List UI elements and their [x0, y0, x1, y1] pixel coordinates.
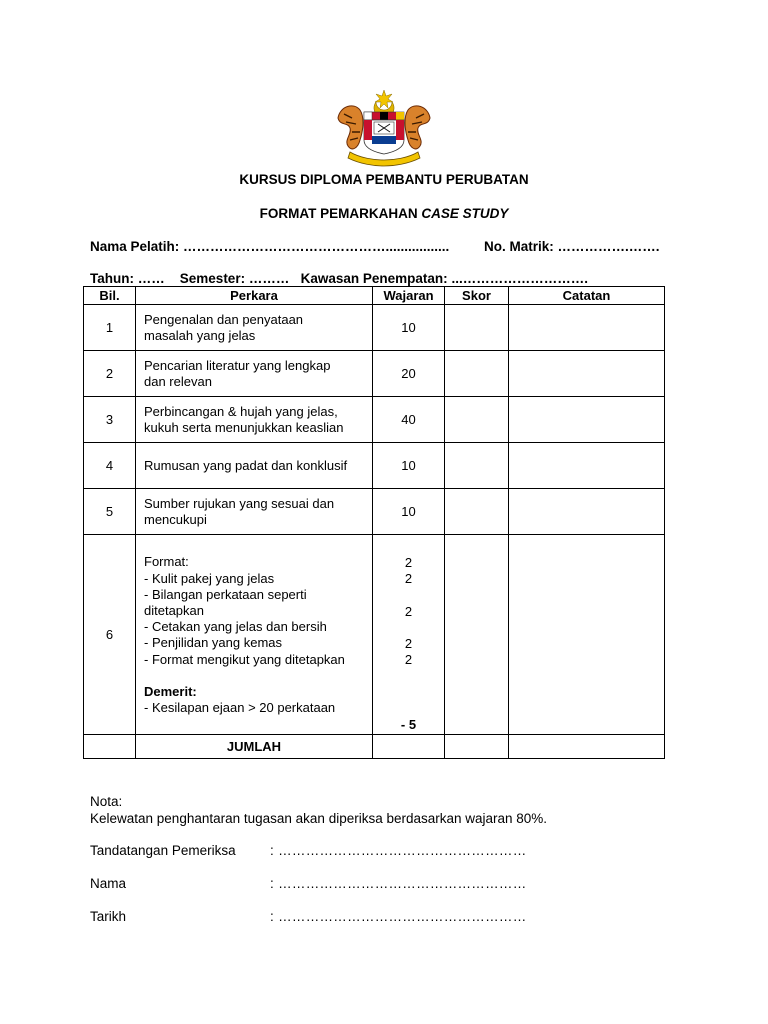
row-weight: 40 — [373, 397, 445, 443]
row-number: 2 — [84, 351, 136, 397]
note-text: Kelewatan penghantaran tugasan akan diperiksa berdasarkan wajaran 80%. — [90, 811, 548, 826]
item-line: Sumber rujukan yang sesuai dan — [144, 495, 335, 511]
weight-value: 2 — [404, 555, 413, 570]
coat-of-arms-icon — [330, 88, 438, 168]
score-cell[interactable] — [445, 489, 509, 535]
table-row — [84, 443, 665, 489]
format-item: - Cetakan yang jelas dan bersih — [144, 619, 327, 635]
row-number: 4 — [84, 443, 136, 489]
nama-label: Nama Pelatih: — [90, 239, 180, 254]
matrik-label: No. Matrik: — [484, 239, 554, 254]
format-item: - Bilangan perkataan seperti — [144, 586, 307, 602]
header-catatan: Catatan — [509, 287, 665, 305]
matrik-blank[interactable]: …………….……. — [557, 239, 660, 254]
weight-value: 2 — [404, 636, 413, 652]
row-number: 3 — [84, 397, 136, 443]
row-item — [136, 305, 373, 351]
table-row — [84, 489, 665, 535]
tahun-blank[interactable]: …… — [137, 271, 165, 286]
score-cell[interactable] — [445, 535, 509, 735]
row-weight: 20 — [373, 351, 445, 397]
demerit-item: - Kesilapan ejaan > 20 perkataan — [144, 700, 336, 716]
format-item: ditetapkan — [144, 603, 204, 618]
row-number: 6 — [84, 535, 136, 735]
item-line: Pengenalan dan penyataan — [144, 311, 304, 327]
demerit-label: Demerit: — [144, 683, 197, 699]
row-number: 1 — [84, 305, 136, 351]
document-subtitle — [0, 206, 768, 221]
score-cell[interactable] — [445, 351, 509, 397]
row-weight: 10 — [373, 443, 445, 489]
item-line: dan relevan — [144, 373, 212, 389]
score-cell[interactable] — [445, 397, 509, 443]
item-line: masalah yang jelas — [144, 327, 256, 343]
row-weight: 10 — [373, 489, 445, 535]
total-score-cell[interactable] — [445, 734, 509, 758]
marking-table — [83, 286, 665, 759]
row-item — [136, 489, 373, 535]
total-label: JUMLAH — [136, 734, 373, 758]
remarks-cell[interactable] — [509, 489, 665, 535]
tahun-semester-row — [90, 271, 588, 286]
examiner-signature-line[interactable]: : ……………………………………………… — [270, 843, 527, 858]
row-number: 5 — [84, 489, 136, 535]
row-weight: 10 — [373, 305, 445, 351]
no-matrik-field — [484, 239, 660, 254]
weight-value: 2 — [404, 652, 413, 668]
remarks-cell[interactable] — [509, 535, 665, 735]
header-skor: Skor — [445, 287, 509, 305]
date-label: Tarikh — [90, 909, 127, 924]
table-row — [84, 351, 665, 397]
table-row-format — [84, 535, 665, 735]
weight-value: 2 — [404, 603, 413, 619]
item-line: mencukupi — [144, 511, 207, 527]
total-weight-cell — [373, 734, 445, 758]
row-item-format — [136, 535, 373, 735]
total-remarks-cell[interactable] — [509, 734, 665, 758]
header-perkara: Perkara — [136, 287, 373, 305]
tahun-label: Tahun: — [90, 271, 134, 286]
score-cell[interactable] — [445, 443, 509, 489]
weight-value — [373, 587, 444, 603]
format-item: - Penjilidan yang kemas — [144, 635, 283, 651]
total-row — [84, 734, 665, 758]
table-header-row — [84, 287, 665, 305]
item-line: Perbincangan & hujah yang jelas, — [144, 403, 338, 419]
format-item: - Format mengikut yang ditetapkan — [144, 651, 345, 667]
weight-value: 2 — [404, 571, 413, 587]
score-cell[interactable] — [445, 305, 509, 351]
format-label: Format: — [144, 554, 189, 570]
item-line: Rumusan yang padat dan konklusif — [144, 457, 348, 473]
remarks-cell[interactable] — [509, 397, 665, 443]
table-row — [84, 397, 665, 443]
header-wajaran: Wajaran — [373, 287, 445, 305]
remarks-cell[interactable] — [509, 305, 665, 351]
semester-blank[interactable]: ……… — [248, 271, 290, 286]
subtitle-italic: CASE STUDY — [421, 206, 509, 221]
row-weight-format — [373, 535, 445, 735]
weight-value — [373, 620, 444, 636]
date-line[interactable]: : ……………………………………………… — [270, 909, 527, 924]
examiner-signature-label: Tandatangan Pemeriksa — [90, 843, 236, 858]
subtitle-text: FORMAT PEMARKAHAN — [259, 206, 422, 221]
header-bil: Bil. — [84, 287, 136, 305]
note-label: Nota: — [90, 794, 123, 809]
item-line: kukuh serta menunjukkan keaslian — [144, 419, 344, 435]
name-line[interactable]: : ……………………………………………… — [270, 876, 527, 891]
table-row — [84, 305, 665, 351]
row-item — [136, 351, 373, 397]
nama-blank[interactable]: ………………………………………................. — [183, 239, 450, 254]
nama-pelatih-field — [90, 239, 449, 254]
remarks-cell[interactable] — [509, 443, 665, 489]
semester-label: Semester: — [179, 271, 246, 286]
row-item — [136, 397, 373, 443]
empty-cell — [84, 734, 136, 758]
format-item: - Kulit pakej yang jelas — [144, 570, 275, 586]
remarks-cell[interactable] — [509, 351, 665, 397]
course-title: KURSUS DIPLOMA PEMBANTU PERUBATAN — [239, 172, 529, 187]
name-label: Nama — [90, 876, 127, 891]
row-item — [136, 443, 373, 489]
kawasan-label: Kawasan Penempatan: — [300, 271, 448, 286]
kawasan-blank[interactable]: ...………………………. — [451, 271, 588, 286]
demerit-weight: - 5 — [400, 717, 417, 733]
item-line: Pencarian literatur yang lengkap — [144, 357, 331, 373]
